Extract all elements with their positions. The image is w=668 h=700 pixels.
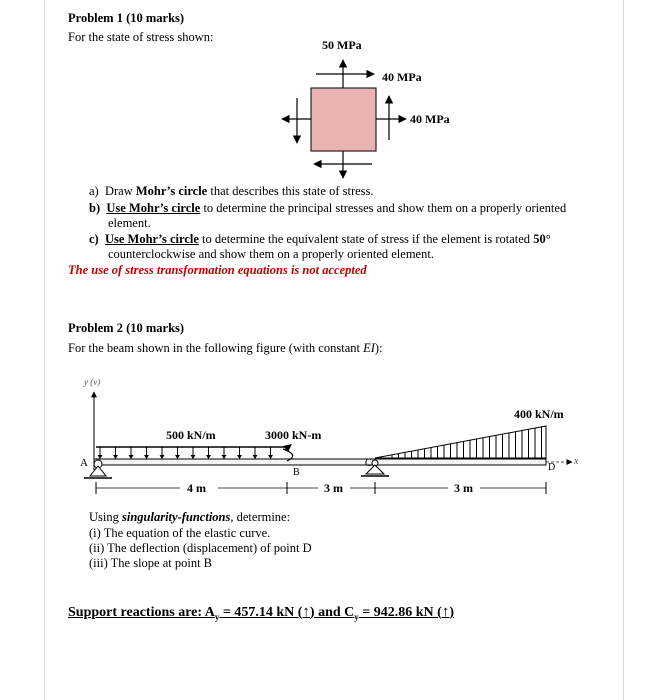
udl-arrowhead — [237, 455, 242, 459]
part-c: c) Use Mohr’s circle to determine the equivalent state of stress if the element is rotated 50° — [89, 232, 551, 246]
udl-arrowhead — [129, 455, 134, 459]
beam — [94, 459, 546, 465]
stress-label-right: 40 MPa — [410, 112, 450, 126]
problem1-note: The use of stress transformation equations is not accepted — [68, 263, 367, 277]
label-d: D — [548, 462, 556, 473]
y-axis-label: y (v) — [84, 377, 101, 387]
part-b-cont: element. — [108, 216, 151, 230]
dim-label-3: 3 m — [454, 481, 473, 495]
question-item: (i) The equation of the elastic curve. — [89, 526, 271, 540]
load-label-udl: 500 kN/m — [166, 428, 216, 442]
problem2-title: Problem 2 (10 marks) — [68, 321, 185, 335]
udl-arrows — [98, 447, 274, 459]
problem2-intro: For the beam shown in the following figure (with constant EI): — [68, 341, 383, 355]
udl-arrowhead — [113, 455, 118, 459]
support-a — [90, 466, 106, 476]
udl-arrowhead — [191, 455, 196, 459]
udl-arrowhead — [175, 455, 180, 459]
question-item: (ii) The deflection (displacement) of point D — [89, 541, 312, 555]
udl-arrowhead — [268, 455, 273, 459]
arrow-up-icon: ↑ — [441, 604, 450, 620]
triangular-load — [375, 426, 546, 458]
udl-arrowhead — [253, 455, 258, 459]
using-line: Using singularity-functions, determine: — [89, 510, 291, 524]
label-x: x — [574, 456, 579, 467]
dim-label-2: 3 m — [324, 481, 343, 495]
udl-arrowhead — [98, 455, 103, 459]
part-a: a) Draw Mohr’s circle that describes this state of stress. — [89, 184, 374, 198]
label-c: C — [365, 458, 372, 469]
dim-label-1: 4 m — [187, 481, 206, 495]
support-reactions: Support reactions are: $A_y = 457.14$ kN (↑) and $C_y = 942.86$ kN (↑) — [68, 604, 454, 622]
problem1-title: Problem 1 (10 marks) — [68, 11, 185, 25]
stress-label-shear: 40 MPa — [382, 70, 422, 84]
moment-arrowhead — [283, 444, 292, 452]
load-label-moment: 3000 kN-m — [265, 428, 322, 442]
label-b: B — [293, 467, 300, 478]
part-b: b) Use Mohr’s circle to determine the principal stresses and show them on a properly oriented — [89, 201, 567, 215]
question-item: (iii) The slope at point B — [89, 556, 213, 570]
udl-arrowhead — [206, 455, 211, 459]
udl-arrowhead — [144, 455, 149, 459]
arrow-up-icon: ↑ — [302, 604, 310, 620]
label-a: A — [80, 457, 88, 469]
load-label-tri: 400 kN/m — [514, 407, 564, 421]
udl-arrowhead — [222, 455, 227, 459]
part-c-cont: counterclockwise and show them on a properly oriented element. — [108, 247, 434, 261]
udl-arrowhead — [160, 455, 165, 459]
problem1-intro: For the state of stress shown: — [68, 30, 214, 44]
stress-label-top: 50 MPa — [322, 38, 362, 52]
